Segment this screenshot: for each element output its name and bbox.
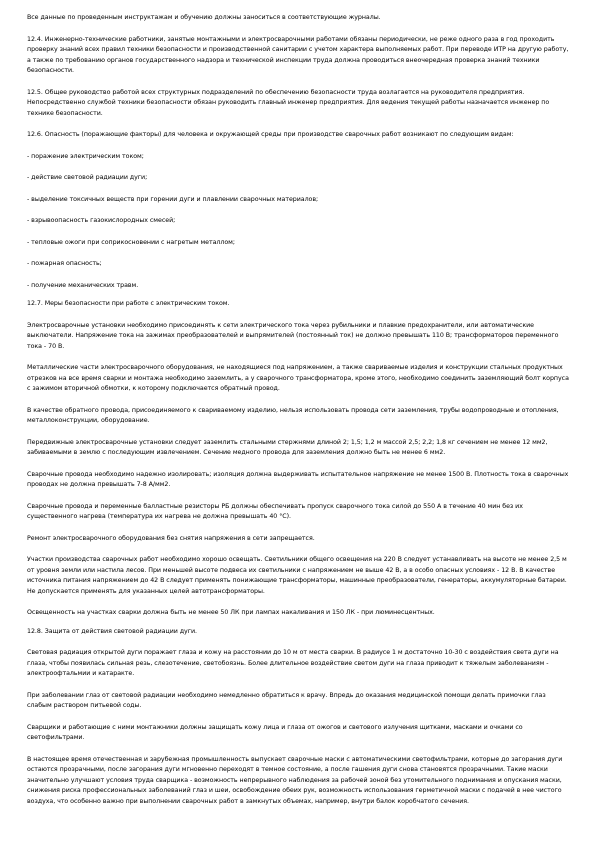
paragraph-illuminance: Освещенность на участках сварки должна быть не менее 50 ЛК при лампах накаливания и 150 ЛК - при люминесцентных. <box>27 609 435 616</box>
paragraph-ballast-resistors: Сварочные провода и переменные балластные резисторы РБ должны обеспечивать пропуск сварочного тока силой до 550 А в течение 40 мин без их существенного нагрева (температура их нагрева не должна превышать 40 °С). <box>27 502 523 520</box>
section-12-5: 12.5. Общее руководство работой всех структурных подразделений по обеспечению безопасности труда возлагается на руководителя предприятия. Непосредственно службой техники безопасности обязан руководить главный инженер предприятия. Для ведения текущей работы назначается инженер по технике безопасности. <box>27 88 550 117</box>
paragraph-journals: Все данные по проведенным инструктажам и обучению должны заноситься в соответствующие журналы. <box>27 14 381 21</box>
hazard-list-item: - взрывоопасность газокислородных смесей; <box>27 217 176 224</box>
hazard-list-item: - получение механических травм. <box>27 281 139 289</box>
hazard-list-item: - выделение токсичных веществ при горении дуги и плавлении сварочных материалов; <box>27 195 319 203</box>
paragraph-auto-filter-masks: В настоящее время отечественная и зарубежная промышленность выпускает сварочные маски с автоматическими светофильтрами, которые до загорания дуги остаются прозрачными, после загорания дуги мгновенно переходят в темное состояние, а после гашения дуги снова становятся прозрачными. Такие маски значительно улучшают условия труда сварщика - возможность непрерывного наблюдения за рабочей зоной без утомительного поднимания и опускания маски, снижения риска профессиональных заболеваний глаз и шеи, освобождение обеих рук, возможность использования герметичной маски с подачей в нее чистого воздуха, что особенно важно при выполнении сварочных работ в замкнутых объемах, например, внутри балок коробчатого сечения. <box>27 755 563 805</box>
paragraph-supply-connection: Электросварочные установки необходимо присоединять к сети электрического тока через рубильники и плавкие предохранители, или автоматические выключатели. Напряжение тока на зажимах преобразователей и выпрямителей (постоянный ток) не должно превышать 110 В; трансформаторов переменного тока - 70 В. <box>27 321 559 350</box>
paragraph-protective-masks: Сварщики и работающие с ними монтажники должны защищать кожу лица и глаза от ожогов и светового излучения щитками, масками и очками со светофильтрами. <box>27 723 523 741</box>
section-12-7-heading: 12.7. Меры безопасности при работе с электрическим током. <box>27 300 230 307</box>
paragraph-mobile-units: Передвижные электросварочные установки следует заземлить стальными стержнями длиной 2; 1,5; 1,2 м массой 2,5; 2,2; 1,8 кг сечением не менее 12 мм2, забиваемыми в землю с последующим извлечением. Сечение медного провода для заземления должно быть не менее 6 мм2. <box>27 438 548 456</box>
paragraph-wire-insulation: Сварочные провода необходимо надежно изолировать; изоляция должна выдерживать испытательное напряжение не менее 1500 В. Плотность тока в сварочных проводах не должна превышать 7-8 А/мм2. <box>27 470 569 488</box>
hazard-list-item: - пожарная опасность; <box>27 260 102 267</box>
section-12-8-heading: 12.8. Защита от действия световой радиации дуги. <box>27 627 197 635</box>
section-12-4: 12.4. Инженерно-технические работники, занятые монтажными и электросварочными работами обязаны периодически, не реже одного раза в год проходить проверку знаний всех правил техники безопасности и производственной санитарии с учетом характера выполняемых работ. При переводе ИТР на другую работу, а также по требованию органов государственного надзора и технической инспекции труда должна проводиться внеочередная проверка знаний техники безопасности. <box>27 35 569 74</box>
section-12-6: 12.6. Опасность (поражающие факторы) для человека и окружающей среды при производстве сварочных работ возникают по следующим видам: <box>27 131 514 138</box>
paragraph-eye-treatment: При заболевании глаз от световой радиации необходимо немедленно обратиться к врачу. Впредь до оказания медицинской помощи делать примочки глаз слабым раствором питьевой соды. <box>27 691 546 709</box>
paragraph-light-radiation: Световая радиация открытой дуги поражает глаза и кожу на расстоянии до 10 м от места сварки. В радиусе 1 м достаточно 10-30 с воздействия света дуги на глаза, чтобы появилась сильная резь, слезотечение, светобоязнь. Более длительное воздействие светом дуги на глаза приводит к тяжелым заболеваниям - электроофтальмии и катаракте. <box>27 649 559 677</box>
hazard-list-item: - действие световой радиации дуги; <box>27 174 148 181</box>
hazard-list-item: - тепловые ожоги при соприкосновении с нагретым металлом; <box>27 238 235 246</box>
hazard-list-item: - поражение электрическим током; <box>27 152 144 160</box>
paragraph-lighting: Участки производства сварочных работ необходимо хорошо освещать. Светильники общего освещения на 220 В следует устанавливать на высоте не менее 2,5 м от уровня земли или настила лесов. При меньшей высоте подвеса их светильники с напряжением не выше 42 В, а в особо опасных условиях - 12 В. В качестве источника питания напряжением до 42 В следует применять понижающие трансформаторы, машинные преобразователи, генераторы, аккумуляторные батареи. Не допускается применять для указанных целей автотрансформаторы. <box>27 556 567 595</box>
paragraph-repair: Ремонт электросварочного оборудования без снятия напряжения в сети запрещается. <box>27 534 315 542</box>
paragraph-return-wire: В качестве обратного провода, присоединяемого к свариваемому изделию, нельзя использовать провода сети заземления, трубы водопроводные и отопления, металлоконструкции, оборудование. <box>27 406 559 424</box>
paragraph-grounding: Металлические части электросварочного оборудования, не находящиеся под напряжением, а также свариваемые изделия и конструкции стальных продуктных отрезков на все время сварки и монтажа необходимо заземлить, а у сварочного трансформатора, кроме этого, необходимо соединить заземляющий болт корпуса с зажимом вторичной обмотки, к которому подключается обратный провод. <box>27 364 569 392</box>
